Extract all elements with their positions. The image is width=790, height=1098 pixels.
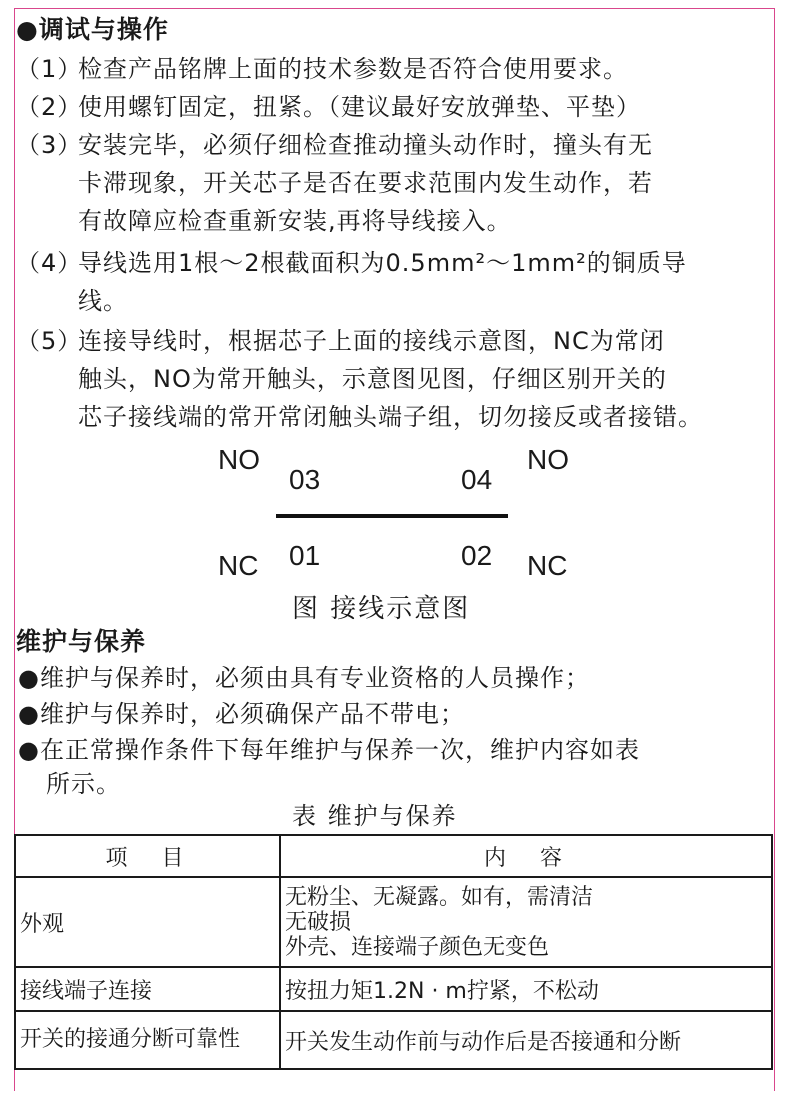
step-number: （4） xyxy=(16,249,83,277)
step-text: 卡滞现象，开关芯子是否在要求范围内发生动作，若 xyxy=(78,169,653,197)
step-text: 连接导线时，根据芯子上面的接线示意图，NC为常闭 xyxy=(78,327,665,355)
table-header-content: 内 容 xyxy=(280,835,772,877)
table-cell-content xyxy=(280,877,772,967)
table-row xyxy=(15,967,772,1011)
bullet-item: ●维护与保养时，必须由具有专业资格的人员操作； xyxy=(18,664,590,692)
diagram-caption: 图 接线示意图 xyxy=(292,594,471,624)
bullet-item-continued: 所示。 xyxy=(46,770,121,798)
diagram-terminal-02: 02 xyxy=(461,540,493,571)
step-text: 安装完毕，必须仔细检查推动撞头动作时，撞头有无 xyxy=(78,131,653,159)
diagram-terminal-04: 04 xyxy=(461,464,493,495)
step-number: （2） xyxy=(16,93,83,121)
diagram-contact-line xyxy=(276,514,508,518)
section-title-debug-operation: ●调试与操作 xyxy=(16,15,169,44)
table-cell-content: 开关发生动作前与动作后是否接通和分断 xyxy=(280,1011,772,1069)
diagram-label-no-left: NO xyxy=(218,444,260,475)
content-line: 无粉尘、无凝露。如有，需清洁 xyxy=(285,884,594,910)
step-text: 芯子接线端的常开常闭触头端子组，切勿接反或者接错。 xyxy=(78,403,703,431)
diagram-terminal-03: 03 xyxy=(289,464,321,495)
table-caption: 表 维护与保养 xyxy=(292,802,458,830)
step-number: （3） xyxy=(16,131,83,159)
step-number: （1） xyxy=(16,55,83,83)
diagram-label-no-right: NO xyxy=(527,444,569,475)
maintenance-table xyxy=(14,834,773,1070)
diagram-terminal-01: 01 xyxy=(289,540,321,571)
table-row xyxy=(15,1011,772,1069)
diagram-label-nc-left: NC xyxy=(218,550,259,581)
step-text: 导线选用1根～2根截面积为0.5mm²～1mm²的铜质导 xyxy=(78,249,687,277)
step-text: 检查产品铭牌上面的技术参数是否符合使用要求。 xyxy=(78,55,628,83)
content-line: 无破损 xyxy=(285,909,352,935)
section-title-maintenance: 维护与保养 xyxy=(16,627,147,656)
table-cell-item: 接线端子连接 xyxy=(15,967,280,1011)
step-text: 线。 xyxy=(78,287,128,315)
table-cell-item: 开关的接通分断可靠性 xyxy=(15,1011,280,1069)
content-line: 外壳、连接端子颜色无变色 xyxy=(285,934,550,960)
step-text: 使用螺钉固定，扭紧。（建议最好安放弹垫、平垫） xyxy=(78,93,641,121)
table-cell-content: 按扭力矩1.2N · m拧紧，不松动 xyxy=(280,967,772,1011)
diagram-label-nc-right: NC xyxy=(527,550,568,581)
step-text: 触头，NO为常开触头，示意图见图，仔细区别开关的 xyxy=(78,365,667,393)
step-number: （5） xyxy=(16,327,83,355)
bullet-item: ●在正常操作条件下每年维护与保养一次，维护内容如表 xyxy=(18,736,640,764)
table-row xyxy=(15,877,772,967)
table-header-item: 项 目 xyxy=(15,835,280,877)
table-header-row xyxy=(15,835,772,877)
table-cell-item: 外观 xyxy=(15,877,280,967)
bullet-item: ●维护与保养时，必须确保产品不带电； xyxy=(18,700,465,728)
step-text: 有故障应检查重新安装,再将导线接入。 xyxy=(78,207,512,235)
